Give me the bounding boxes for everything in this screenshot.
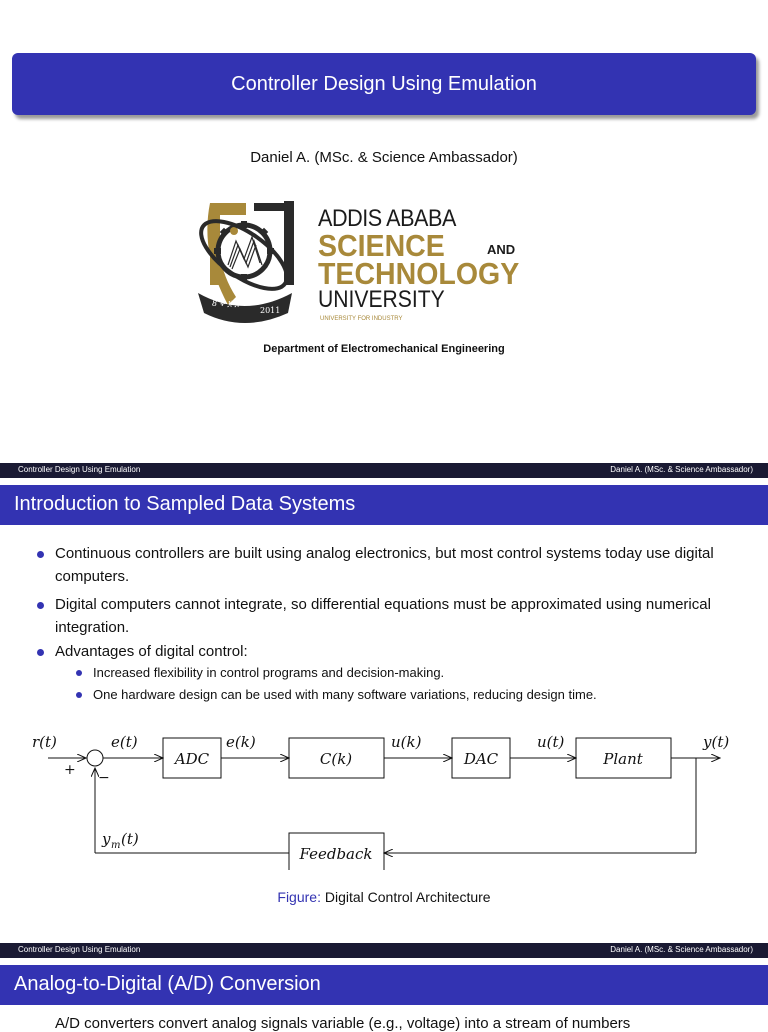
caption-text: Digital Control Architecture bbox=[324, 889, 491, 905]
feedback-label: Feedback bbox=[299, 845, 373, 863]
header-author: Daniel A. (MSc. & Science Ambassador) bbox=[610, 945, 753, 954]
frame-title-bar bbox=[0, 965, 768, 1005]
bullet-item: Continuous controllers are built using analog electronics, but most control systems today use digital computers. bbox=[55, 545, 714, 585]
partial-bullet-text: A/D converters convert analog signals variable (e.g., voltage) into a stream of numbers bbox=[55, 1015, 631, 1032]
emblem-year-left: 8 ቀ ፪ ፫ bbox=[212, 299, 239, 308]
presentation-title: Controller Design Using Emulation bbox=[231, 72, 537, 95]
label-ym: y bbox=[102, 830, 111, 848]
title-block bbox=[12, 53, 756, 115]
dac-label: DAC bbox=[463, 750, 499, 768]
frame-title: Introduction to Sampled Data Systems bbox=[14, 493, 356, 515]
logo-line-university: UNIVERSITY bbox=[318, 286, 445, 313]
label-u-t: u(t) bbox=[537, 733, 565, 751]
label-y: y(t) bbox=[703, 733, 730, 751]
label-r: r(t) bbox=[32, 733, 57, 751]
plant-label: Plant bbox=[603, 750, 643, 768]
bullet-marker bbox=[37, 551, 44, 558]
author-line: Daniel A. (MSc. & Science Ambassador) bbox=[250, 149, 518, 166]
header-short-title: Controller Design Using Emulation bbox=[18, 945, 141, 954]
label-e-t: e(t) bbox=[111, 733, 138, 751]
block-diagram bbox=[0, 720, 768, 870]
university-emblem-icon bbox=[188, 193, 300, 329]
logo-line-science: SCIENCE bbox=[318, 228, 445, 263]
logo-line-technology: TECHNOLOGY bbox=[318, 256, 520, 291]
sub-bullet-marker bbox=[76, 692, 82, 698]
figure-caption bbox=[0, 889, 768, 905]
slide-header-bar bbox=[0, 943, 768, 958]
sub-bullet-marker bbox=[76, 670, 82, 676]
sub-bullet-item: One hardware design can be used with many software variations, reducing design time. bbox=[93, 687, 597, 702]
department-name: Department of Electromechanical Engineering bbox=[263, 343, 505, 355]
logo-line-and: AND bbox=[487, 242, 516, 257]
emblem-year-right: 2011 bbox=[260, 306, 281, 315]
label-minus: − bbox=[98, 770, 110, 786]
bullet-marker bbox=[37, 602, 44, 609]
slide-header-bar bbox=[0, 463, 768, 478]
frame-title-bar bbox=[0, 485, 768, 525]
frame-title: Analog-to-Digital (A/D) Conversion bbox=[14, 973, 321, 995]
caption-label: Figure: bbox=[277, 889, 321, 905]
summing-junction bbox=[87, 750, 103, 766]
label-e-k: e(k) bbox=[226, 733, 256, 751]
logo-tagline: UNIVERSITY FOR INDUSTRY bbox=[320, 316, 403, 322]
bullet-item: Advantages of digital control: bbox=[55, 643, 248, 660]
label-ym-sub: m bbox=[111, 840, 121, 851]
header-author: Daniel A. (MSc. & Science Ambassador) bbox=[610, 465, 753, 474]
label-plus: + bbox=[64, 762, 76, 778]
label-u-k: u(k) bbox=[391, 733, 422, 751]
label-ym-tail: (t) bbox=[121, 830, 139, 848]
controller-label: C(k) bbox=[319, 750, 353, 768]
adc-label: ADC bbox=[174, 750, 210, 768]
sub-bullet-item: Increased flexibility in control programs and decision-making. bbox=[93, 665, 445, 680]
logo-line-addis-ababa: ADDIS ABABA bbox=[318, 205, 456, 232]
bullet-item: Digital computers cannot integrate, so differential equations must be approximated using numerical integration. bbox=[55, 596, 711, 636]
header-short-title: Controller Design Using Emulation bbox=[18, 465, 141, 474]
bullet-marker bbox=[37, 649, 44, 656]
